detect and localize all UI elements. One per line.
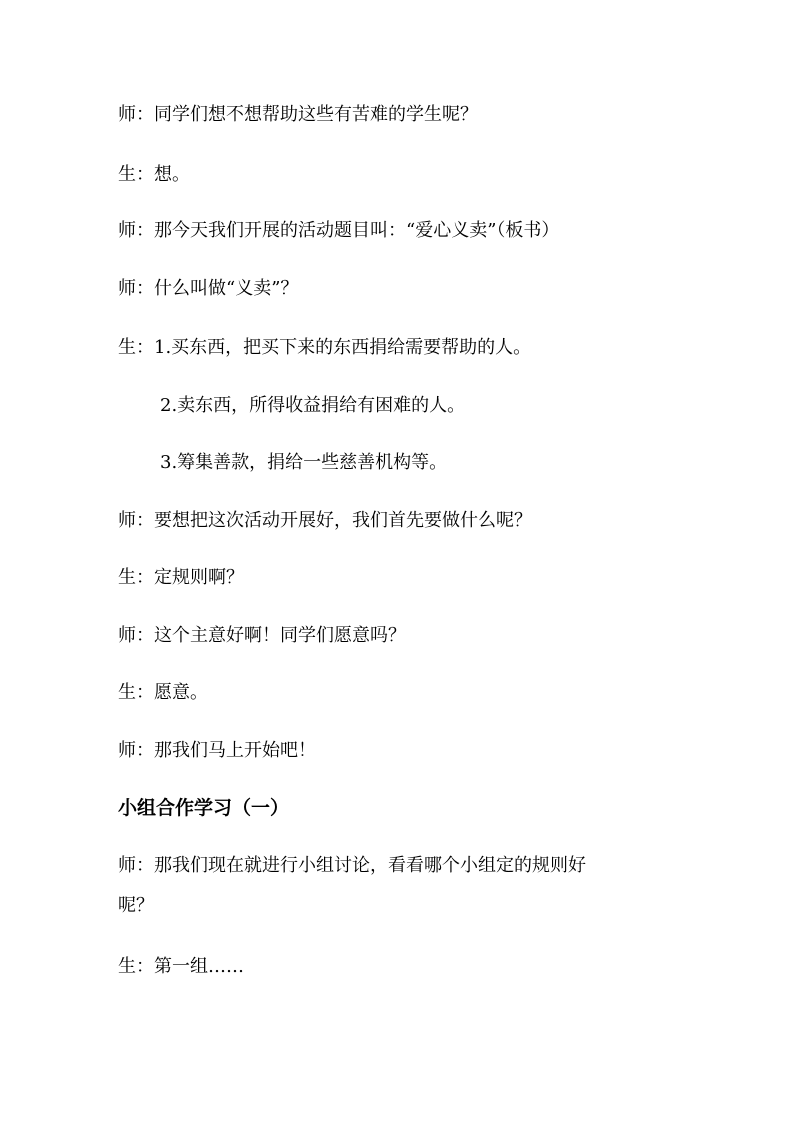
section-heading: 小组合作学习（一） bbox=[118, 797, 290, 819]
dialogue-line-3 bbox=[118, 219, 559, 243]
speaker-label: 生： bbox=[118, 956, 154, 977]
dialogue-text: 什么叫做“义卖”？ bbox=[154, 278, 299, 299]
speaker-label: 师： bbox=[118, 278, 154, 299]
dialogue-text: 1.买东西，把买下来的东西捐给需要帮助的人。 bbox=[154, 337, 532, 358]
speaker-label: 师： bbox=[118, 855, 154, 876]
dialogue-line-11-continuation: 呢？ bbox=[118, 895, 154, 916]
dialogue-line-11 bbox=[118, 854, 586, 878]
dialogue-text: 同学们想不想帮助这些有苦难的学生呢？ bbox=[154, 104, 478, 125]
dialogue-text: 那今天我们开展的活动题目叫：“爱心义卖”（板书） bbox=[154, 220, 560, 241]
dialogue-line-6 bbox=[118, 509, 532, 533]
dialogue-text: 要想把这次活动开展好，我们首先要做什么呢？ bbox=[154, 510, 532, 531]
dialogue-line-2 bbox=[118, 163, 190, 187]
dialogue-text: 定规则啊？ bbox=[154, 567, 244, 588]
dialogue-line-8 bbox=[118, 624, 406, 648]
dialogue-line-4 bbox=[118, 277, 298, 301]
dialogue-line-7 bbox=[118, 566, 244, 590]
dialogue-text: 那我们马上开始吧！ bbox=[154, 740, 316, 761]
dialogue-line-10 bbox=[118, 739, 316, 763]
speaker-label: 师： bbox=[118, 625, 154, 646]
speaker-label: 生： bbox=[118, 337, 154, 358]
dialogue-text: 这个主意好啊！同学们愿意吗？ bbox=[154, 625, 406, 646]
dialogue-text: 想。 bbox=[154, 164, 190, 185]
dialogue-line-12 bbox=[118, 955, 244, 979]
answer-item-3: 3.筹集善款，捐给一些慈善机构等。 bbox=[160, 452, 448, 473]
dialogue-line-5 bbox=[118, 336, 531, 360]
dialogue-line-9 bbox=[118, 681, 208, 705]
dialogue-line-1 bbox=[118, 103, 478, 127]
speaker-label: 生： bbox=[118, 567, 154, 588]
speaker-label: 生： bbox=[118, 164, 154, 185]
dialogue-text: 第一组…… bbox=[154, 956, 244, 977]
speaker-label: 师： bbox=[118, 510, 154, 531]
speaker-label: 师： bbox=[118, 740, 154, 761]
speaker-label: 生： bbox=[118, 682, 154, 703]
speaker-label: 师： bbox=[118, 220, 154, 241]
dialogue-text: 那我们现在就进行小组讨论，看看哪个小组定的规则好 bbox=[154, 855, 586, 876]
dialogue-text: 愿意。 bbox=[154, 682, 208, 703]
answer-item-2: 2.卖东西，所得收益捐给有困难的人。 bbox=[160, 395, 466, 416]
speaker-label: 师： bbox=[118, 104, 154, 125]
